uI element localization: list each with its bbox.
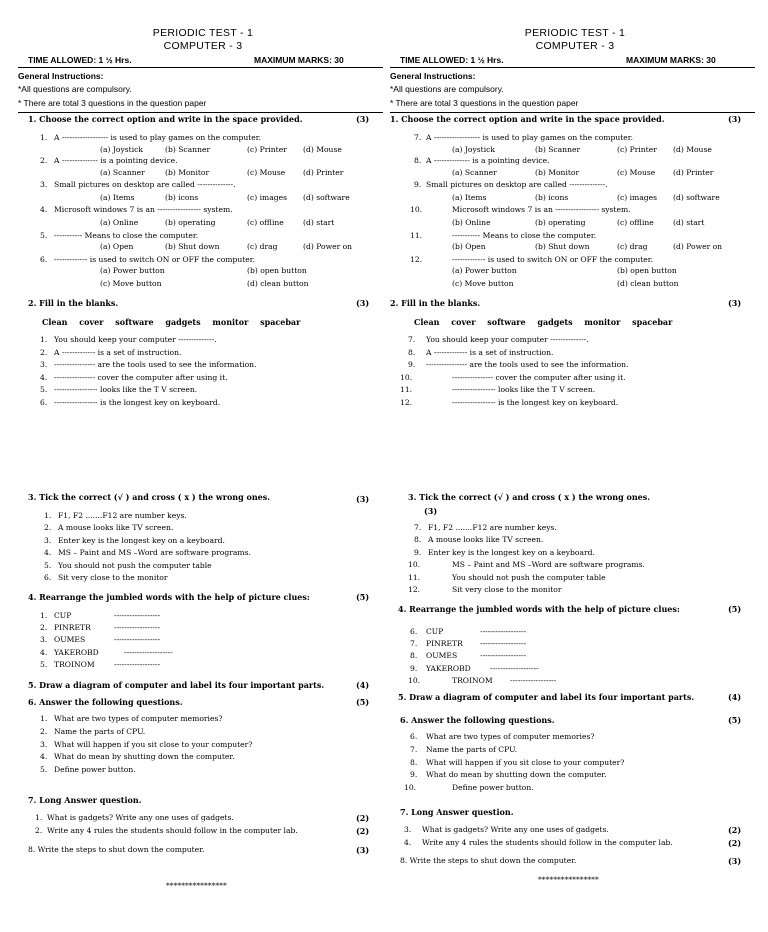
jumbled-number: 3.: [40, 635, 48, 644]
tick-statement: F1, F2 .......F12 are number keys.: [58, 511, 187, 520]
answer-question: What do mean by shutting down the computer.: [54, 752, 235, 761]
mcq-option: (d) Mouse: [303, 145, 342, 154]
tick-number: 4.: [44, 548, 52, 557]
mcq-option: (b) Monitor: [165, 168, 210, 177]
subject-title: COMPUTER - 3: [535, 40, 615, 52]
mcq-number: 6.: [40, 255, 48, 264]
section-7-title: 7. Long Answer question.: [28, 795, 142, 805]
mcq-question: A ------------------ is used to play games on the computer.: [426, 133, 634, 142]
long-number: 1.: [35, 813, 43, 822]
header-divider: [18, 67, 383, 68]
tick-statement: MS – Paint and MS –Word are software programs.: [452, 560, 645, 569]
mcq-option: (c) images: [617, 193, 658, 202]
answer-question: Define power button.: [452, 783, 534, 792]
jumbled-number: 9.: [410, 664, 418, 673]
section-1-marks: (3): [728, 114, 742, 124]
mcq-number: 11.: [410, 231, 423, 240]
tick-number: 8.: [414, 535, 422, 544]
answer-number: 10.: [404, 783, 417, 792]
jumbled-word: TROINOM: [54, 660, 95, 669]
jumbled-word: CUP: [54, 611, 72, 620]
tick-statement: You should not push the computer table: [452, 573, 606, 582]
fill-number: 11.: [400, 385, 413, 394]
fill-item: ----------------- is the longest key on keyboard.: [452, 398, 619, 407]
section-6-title: 6. Answer the following questions.: [28, 697, 183, 707]
mcq-option: (d) clean button: [247, 279, 309, 288]
jumbled-blank: ------------------: [114, 611, 161, 620]
mcq-option: (b) Scanner: [535, 145, 581, 154]
mcq-option: (b) Monitor: [535, 168, 580, 177]
section-5-title: 5. Draw a diagram of computer and label its four important parts.: [398, 692, 695, 702]
word-bank: Clean cover software gadgets monitor spacebar: [42, 317, 301, 327]
jumbled-word: PINRETR: [426, 639, 463, 648]
mcq-question: ----------- Means to close the computer.: [452, 231, 597, 240]
section-2-marks: (3): [728, 298, 742, 308]
answer-question: Name the parts of CPU.: [54, 727, 146, 736]
answer-question: What will happen if you sit close to your computer?: [426, 758, 625, 767]
section-3-marks: (3): [424, 506, 438, 516]
mcq-question: Microsoft windows 7 is an ----------------- system.: [54, 205, 233, 214]
fill-number: 7.: [408, 335, 416, 344]
mcq-option: (a) Scanner: [452, 168, 497, 177]
fill-item: ---------------- cover the computer after using it.: [54, 373, 228, 382]
instructions-divider: [390, 112, 755, 113]
fill-item: A ------------- is a set of instruction.: [54, 348, 182, 357]
mcq-option: (a) Open: [100, 242, 134, 251]
mcq-option: (c) Printer: [617, 145, 657, 154]
mcq-option: (d) start: [673, 218, 705, 227]
fill-number: 3.: [40, 360, 48, 369]
mcq-question: A -------------- is a pointing device.: [426, 156, 550, 165]
mcq-option: (b) open button: [617, 266, 677, 275]
mcq-option: (c) Printer: [247, 145, 287, 154]
answer-question: What are two types of computer memories?: [426, 732, 595, 741]
mcq-option: (b) Online: [452, 218, 491, 227]
tick-number: 7.: [414, 523, 422, 532]
fill-number: 4.: [40, 373, 48, 382]
test-title: PERIODIC TEST - 1: [152, 27, 254, 39]
mcq-option: (c) Move button: [452, 279, 514, 288]
end-of-paper-stars: ****************: [538, 875, 599, 884]
mcq-option: (c) images: [247, 193, 288, 202]
section-4-title: 4. Rearrange the jumbled words with the help of picture clues:: [28, 592, 310, 602]
section-4-marks: (5): [728, 604, 742, 614]
mcq-option: (c) offline: [617, 218, 654, 227]
mcq-number: 5.: [40, 231, 48, 240]
jumbled-number: 6.: [410, 627, 418, 636]
fill-number: 1.: [40, 335, 48, 344]
maximum-marks: MAXIMUM MARKS: 30: [626, 55, 716, 65]
mcq-number: 3.: [40, 180, 48, 189]
mcq-option: (a) Joystick: [100, 145, 144, 154]
answer-question: Define power button.: [54, 765, 136, 774]
jumbled-number: 2.: [40, 623, 48, 632]
fill-item: You should keep your computer --------------.: [54, 335, 217, 344]
tick-number: 6.: [44, 573, 52, 582]
mcq-question: Small pictures on desktop are called --------------.: [54, 180, 236, 189]
section-5-marks: (4): [728, 692, 742, 702]
jumbled-blank: ------------------: [480, 627, 527, 636]
fill-number: 10.: [400, 373, 413, 382]
long-question: What is gadgets? Write any one uses of gadgets.: [422, 825, 609, 834]
jumbled-number: 4.: [40, 648, 48, 657]
test-paper-right: [390, 0, 760, 932]
section-1-title: 1. Choose the correct option and write in the space provided.: [28, 114, 303, 124]
section-5-marks: (4): [356, 680, 370, 690]
jumbled-word: CUP: [426, 627, 444, 636]
jumbled-blank: ------------------: [480, 639, 527, 648]
jumbled-number: 1.: [40, 611, 48, 620]
mcq-option: (d) software: [303, 193, 350, 202]
tick-number: 5.: [44, 561, 52, 570]
mcq-option: (d) Power on: [303, 242, 353, 251]
section-3-marks: (3): [356, 494, 370, 504]
long-question: Write any 4 rules the students should follow in the computer lab.: [47, 826, 298, 835]
answer-number: 5.: [40, 765, 48, 774]
jumbled-blank: -------------------: [124, 648, 173, 657]
jumbled-blank: ------------------: [114, 635, 161, 644]
end-of-paper-stars: ****************: [166, 881, 227, 890]
mcq-option: (b) icons: [535, 193, 569, 202]
mcq-option: (b) Shut down: [535, 242, 590, 251]
long-marks: (2): [356, 813, 370, 823]
answer-number: 9.: [410, 770, 418, 779]
mcq-option: (b) Shut down: [165, 242, 220, 251]
time-allowed: TIME ALLOWED: 1 ½ Hrs.: [28, 55, 132, 65]
answer-question: What will happen if you sit close to your computer?: [54, 740, 253, 749]
jumbled-blank: ------------------: [510, 676, 557, 685]
fill-item: ----------------- looks like the T V screen.: [54, 385, 198, 394]
fill-item: ---------------- are the tools used to see the information.: [54, 360, 257, 369]
mcq-option: (d) clean button: [617, 279, 679, 288]
mcq-option: (a) Online: [100, 218, 139, 227]
instruction-line: *All questions are compulsory.: [390, 84, 504, 94]
tick-statement: A mouse looks like TV screen.: [58, 523, 174, 532]
tick-statement: Sit very close to the monitor: [58, 573, 168, 582]
mcq-option: (c) Move button: [100, 279, 162, 288]
section-8-title: 8. Write the steps to shut down the computer.: [28, 845, 205, 854]
mcq-question: ----------- Means to close the computer.: [54, 231, 199, 240]
jumbled-word: OUMES: [54, 635, 86, 644]
mcq-option: (a) Items: [100, 193, 135, 202]
section-6-marks: (5): [728, 715, 742, 725]
long-number: 3.: [404, 825, 412, 834]
jumbled-word: YAKEROBD: [54, 648, 99, 657]
section-2-title: 2. Fill in the blanks.: [28, 298, 119, 308]
tick-number: 2.: [44, 523, 52, 532]
answer-number: 3.: [40, 740, 48, 749]
instructions-divider: [18, 112, 383, 113]
tick-statement: A mouse looks like TV screen.: [428, 535, 544, 544]
mcq-number: 8.: [414, 156, 422, 165]
jumbled-blank: ------------------: [480, 651, 527, 660]
answer-number: 2.: [40, 727, 48, 736]
fill-item: A ------------- is a set of instruction.: [426, 348, 554, 357]
section-1-title: 1. Choose the correct option and write in the space provided.: [390, 114, 665, 124]
section-3-title: 3. Tick the correct (√ ) and cross ( x ) the wrong ones.: [408, 492, 651, 502]
mcq-option: (d) Printer: [673, 168, 714, 177]
tick-number: 11.: [408, 573, 421, 582]
mcq-option: (c) Mouse: [247, 168, 286, 177]
mcq-option: (d) Power on: [673, 242, 723, 251]
jumbled-blank: -------------------: [490, 664, 539, 673]
mcq-option: (c) Mouse: [617, 168, 656, 177]
mcq-question: ------------- is used to switch ON or OFF the computer.: [452, 255, 653, 264]
mcq-option: (a) Scanner: [100, 168, 145, 177]
section-6-title: 6. Answer the following questions.: [400, 715, 555, 725]
tick-statement: You should not push the computer table: [58, 561, 212, 570]
mcq-number: 1.: [40, 133, 48, 142]
mcq-question: ------------- is used to switch ON or OFF the computer.: [54, 255, 255, 264]
fill-number: 9.: [408, 360, 416, 369]
mcq-option: (b) Scanner: [165, 145, 211, 154]
jumbled-word: YAKEROBD: [426, 664, 471, 673]
tick-statement: Enter key is the longest key on a keyboard.: [428, 548, 595, 557]
mcq-number: 10.: [410, 205, 423, 214]
tick-number: 1.: [44, 511, 52, 520]
fill-item: ---------------- are the tools used to see the information.: [426, 360, 629, 369]
mcq-option: (d) software: [673, 193, 720, 202]
fill-number: 8.: [408, 348, 416, 357]
section-8-marks: (3): [728, 856, 742, 866]
tick-statement: F1, F2 .......F12 are number keys.: [428, 523, 557, 532]
long-marks: (2): [728, 838, 742, 848]
mcq-question: A -------------- is a pointing device.: [54, 156, 178, 165]
long-number: 2.: [35, 826, 43, 835]
fill-item: ----------------- is the longest key on keyboard.: [54, 398, 221, 407]
section-4-title: 4. Rearrange the jumbled words with the help of picture clues:: [398, 604, 680, 614]
instructions-heading: General Instructions:: [18, 71, 104, 81]
fill-item: ---------------- cover the computer after using it.: [452, 373, 626, 382]
mcq-number: 2.: [40, 156, 48, 165]
long-question: Write any 4 rules the students should follow in the computer lab.: [422, 838, 673, 847]
fill-number: 6.: [40, 398, 48, 407]
mcq-option: (a) Joystick: [452, 145, 496, 154]
mcq-option: (b) icons: [165, 193, 199, 202]
section-5-title: 5. Draw a diagram of computer and label its four important parts.: [28, 680, 325, 690]
mcq-number: 4.: [40, 205, 48, 214]
maximum-marks: MAXIMUM MARKS: 30: [254, 55, 344, 65]
section-3-title: 3. Tick the correct (√ ) and cross ( x ) the wrong ones.: [28, 492, 271, 502]
mcq-number: 9.: [414, 180, 422, 189]
word-bank: Clean cover software gadgets monitor spacebar: [414, 317, 673, 327]
answer-question: Name the parts of CPU.: [426, 745, 518, 754]
jumbled-number: 8.: [410, 651, 418, 660]
tick-statement: Sit very close to the monitor: [452, 585, 562, 594]
jumbled-word: PINRETR: [54, 623, 91, 632]
subject-title: COMPUTER - 3: [163, 40, 243, 52]
jumbled-word: TROINOM: [452, 676, 493, 685]
mcq-option: (d) Mouse: [673, 145, 712, 154]
section-6-marks: (5): [356, 697, 370, 707]
answer-number: 4.: [40, 752, 48, 761]
jumbled-blank: ------------------: [114, 623, 161, 632]
mcq-option: (c) drag: [247, 242, 278, 251]
jumbled-number: 5.: [40, 660, 48, 669]
tick-number: 9.: [414, 548, 422, 557]
answer-question: What are two types of computer memories?: [54, 714, 223, 723]
mcq-option: (b) Open: [452, 242, 486, 251]
mcq-option: (b) operating: [535, 218, 586, 227]
mcq-question: Microsoft windows 7 is an ----------------- system.: [452, 205, 631, 214]
long-marks: (2): [356, 826, 370, 836]
mcq-option: (d) start: [303, 218, 335, 227]
section-1-marks: (3): [356, 114, 370, 124]
fill-item: You should keep your computer --------------.: [426, 335, 589, 344]
tick-number: 10.: [408, 560, 421, 569]
section-7-title: 7. Long Answer question.: [400, 807, 514, 817]
fill-number: 12.: [400, 398, 413, 407]
mcq-option: (d) Printer: [303, 168, 344, 177]
jumbled-number: 10.: [408, 676, 421, 685]
instruction-line: * There are total 3 questions in the question paper: [18, 98, 207, 108]
tick-statement: MS – Paint and MS –Word are software programs.: [58, 548, 251, 557]
jumbled-number: 7.: [410, 639, 418, 648]
fill-item: ----------------- looks like the T V screen.: [452, 385, 596, 394]
instruction-line: *All questions are compulsory.: [18, 84, 132, 94]
mcq-option: (a) Power button: [100, 266, 165, 275]
section-2-title: 2. Fill in the blanks.: [390, 298, 481, 308]
mcq-option: (b) open button: [247, 266, 307, 275]
section-2-marks: (3): [356, 298, 370, 308]
tick-statement: Enter key is the longest key on a keyboard.: [58, 536, 225, 545]
answer-number: 6.: [410, 732, 418, 741]
fill-number: 2.: [40, 348, 48, 357]
mcq-question: A ------------------ is used to play games on the computer.: [54, 133, 262, 142]
instructions-heading: General Instructions:: [390, 71, 476, 81]
section-8-marks: (3): [356, 845, 370, 855]
mcq-question: Small pictures on desktop are called --------------.: [426, 180, 608, 189]
test-title: PERIODIC TEST - 1: [524, 27, 626, 39]
long-marks: (2): [728, 825, 742, 835]
test-paper-left: [18, 0, 388, 932]
tick-number: 12.: [408, 585, 421, 594]
mcq-option: (c) offline: [247, 218, 284, 227]
tick-number: 3.: [44, 536, 52, 545]
long-number: 4.: [404, 838, 412, 847]
mcq-option: (a) Power button: [452, 266, 517, 275]
mcq-number: 7.: [414, 133, 422, 142]
jumbled-blank: ------------------: [114, 660, 161, 669]
answer-question: What do mean by shutting down the computer.: [426, 770, 607, 779]
mcq-option: (a) Items: [452, 193, 487, 202]
mcq-number: 12.: [410, 255, 423, 264]
section-4-marks: (5): [356, 592, 370, 602]
answer-number: 1.: [40, 714, 48, 723]
mcq-option: (c) drag: [617, 242, 648, 251]
long-question: What is gadgets? Write any one uses of gadgets.: [47, 813, 234, 822]
jumbled-word: OUMES: [426, 651, 458, 660]
instruction-line: * There are total 3 questions in the question paper: [390, 98, 579, 108]
mcq-option: (b) operating: [165, 218, 216, 227]
fill-number: 5.: [40, 385, 48, 394]
header-divider: [390, 67, 755, 68]
answer-number: 8.: [410, 758, 418, 767]
time-allowed: TIME ALLOWED: 1 ½ Hrs.: [400, 55, 504, 65]
answer-number: 7.: [410, 745, 418, 754]
section-8-title: 8. Write the steps to shut down the computer.: [400, 856, 577, 865]
